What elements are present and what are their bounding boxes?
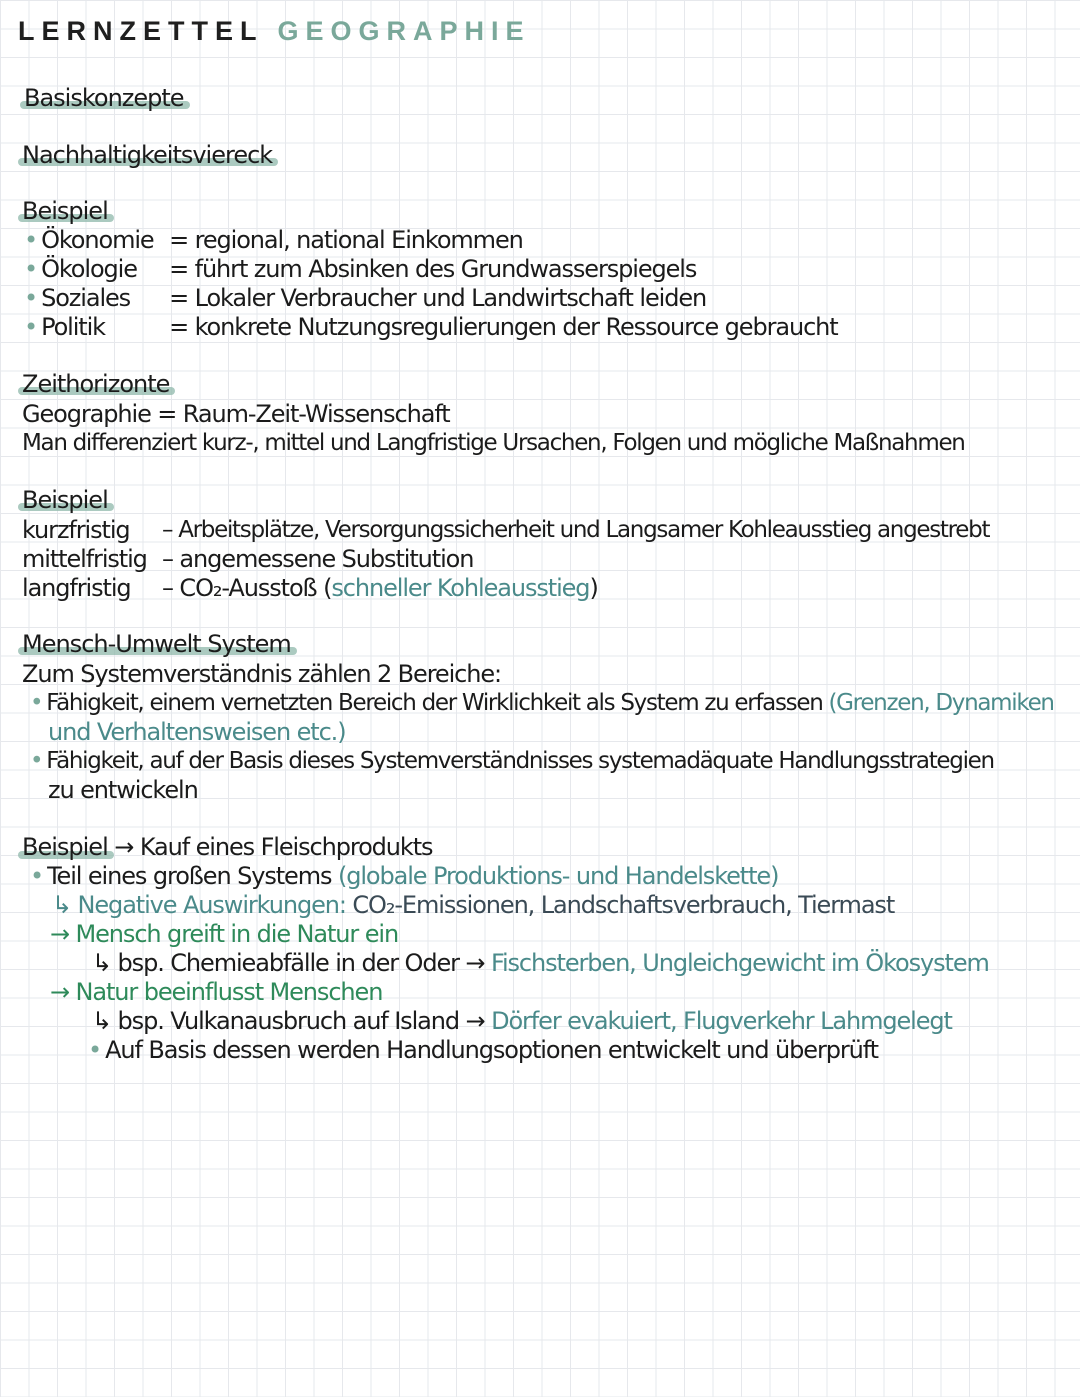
mensch-umwelt-bullet-2-cont: zu entwickeln (48, 776, 198, 804)
beispiel3-mensch: → Mensch greift in die Natur ein (50, 920, 399, 948)
beispiel3-negative: ↳ Negative Auswirkungen: CO₂-Emissionen, Landschaftsverbrauch, Tiermast (52, 891, 895, 919)
list-item: langfristig – CO₂-Ausstoß ( schneller Kohleausstieg ) (22, 574, 598, 602)
zeithorizonte-line1: Geographie = Raum-Zeit-Wissenschaft (22, 400, 450, 428)
page-title (18, 16, 531, 47)
heading-beispiel-1: Beispiel (22, 197, 108, 225)
list-item: • Politik = konkrete Nutzungsregulierungen der Ressource gebraucht (24, 313, 838, 341)
beispiel3-teil: • Teil eines großen Systems (globale Produktions- und Handelskette) (30, 862, 779, 890)
list-item: • Ökologie = führt zum Absinken des Grundwasserspiegels (24, 255, 697, 283)
beispiel3-bsp2: ↳ bsp. Vulkanausbruch auf Island → Dörfer evakuiert, Flugverkehr Lahmgelegt (92, 1007, 952, 1035)
beispiel3-heading-line: Beispiel → Kauf eines Fleischprodukts (22, 833, 433, 861)
heading-beispiel-3: Beispiel (22, 833, 108, 861)
heading-zeithorizonte: Zeithorizonte (22, 370, 170, 398)
title-part2: GEOGRAPHIE (277, 16, 531, 46)
title-part1: LERNZETTEL (18, 16, 263, 46)
list-item: mittelfristig – angemessene Substitution (22, 545, 474, 573)
heading-nachhaltigkeitsviereck: Nachhaltigkeitsviereck (22, 141, 273, 169)
heading-mensch-umwelt-system: Mensch-Umwelt System (22, 630, 291, 658)
beispiel3-natur: → Natur beeinflusst Menschen (50, 978, 383, 1006)
mensch-umwelt-bullet-1-cont: und Verhaltensweisen etc.) (48, 718, 346, 746)
list-item: • Ökonomie = regional, national Einkommen (24, 226, 523, 254)
heading-beispiel-2: Beispiel (22, 486, 108, 514)
mensch-umwelt-bullet-1: • Fähigkeit, einem vernetzten Bereich der Wirklichkeit als System zu erfassen (Grenzen, Dynamiken (30, 690, 1054, 716)
beispiel3-bsp1: ↳ bsp. Chemieabfälle in der Oder → Fischsterben, Ungleichgewicht im Ökosystem (92, 949, 989, 977)
list-item: • Soziales = Lokaler Verbraucher und Landwirtschaft leiden (24, 284, 707, 312)
mensch-umwelt-intro: Zum Systemverständnis zählen 2 Bereiche: (22, 660, 502, 688)
beispiel1-list (24, 226, 838, 342)
zeithorizonte-line2: Man differenziert kurz-, mittel und Langfristige Ursachen, Folgen und mögliche Maßnahmen (22, 430, 965, 456)
heading-basiskonzepte: Basiskonzepte (24, 84, 184, 112)
list-item: kurzfristig – Arbeitsplätze, Versorgungssicherheit und Langsamer Kohleausstieg angestrebt (22, 516, 990, 544)
mensch-umwelt-bullet-2: • Fähigkeit, auf der Basis dieses Systemverständnisses systemadäquate Handlungsstrategien (30, 748, 994, 774)
beispiel2-list (22, 516, 989, 603)
beispiel3-basis: • Auf Basis dessen werden Handlungsoptionen entwickelt und überprüft (88, 1036, 878, 1064)
